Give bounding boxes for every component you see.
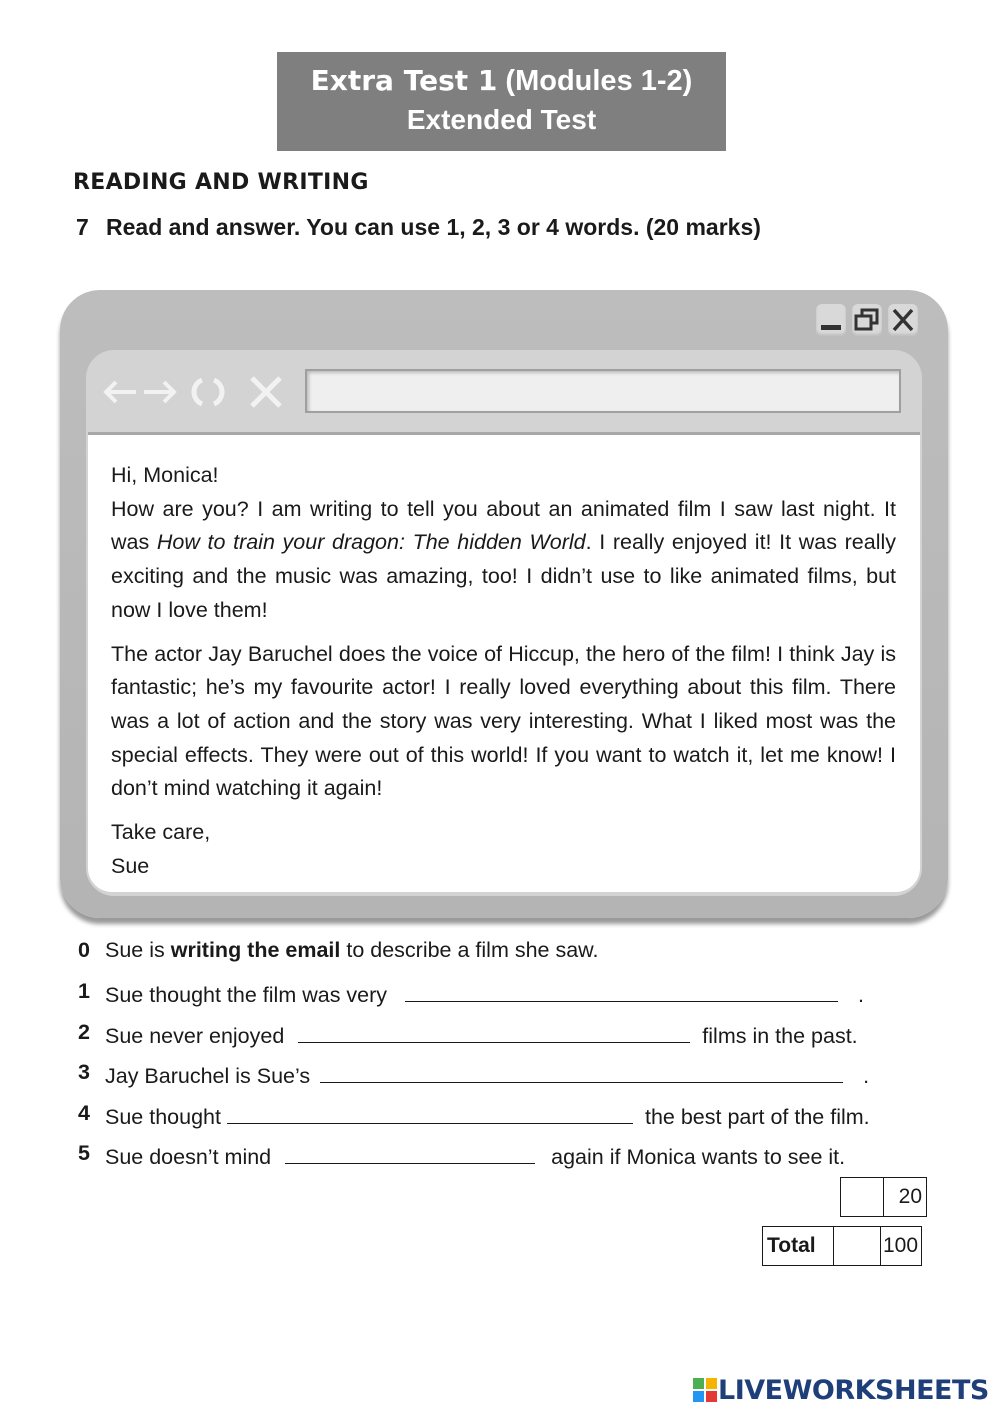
test-title-main: Extra Test 1 bbox=[310, 64, 498, 97]
test-subtitle: Extended Test bbox=[406, 104, 597, 135]
question-text: Sue doesn’t mind bbox=[105, 1145, 272, 1169]
total-score-input[interactable] bbox=[834, 1227, 881, 1266]
question-text: Sue thought the film was very bbox=[105, 983, 388, 1007]
question-text: Sue never enjoyed bbox=[105, 1024, 285, 1048]
email-paragraph-1 bbox=[111, 493, 896, 628]
email-text bbox=[111, 459, 896, 883]
total-label: Total bbox=[763, 1227, 834, 1266]
example-answer: writing the email bbox=[170, 938, 341, 962]
email-signature: Sue bbox=[111, 853, 150, 878]
exercise-max-score: 20 bbox=[884, 1178, 927, 1217]
question-1 bbox=[78, 979, 893, 1009]
minimize-icon bbox=[816, 304, 846, 336]
question-number: 3 bbox=[78, 1060, 90, 1084]
total-max-score: 100 bbox=[881, 1227, 922, 1266]
question-number: 2 bbox=[78, 1020, 90, 1044]
test-title-modules: (Modules 1-2) bbox=[505, 65, 693, 97]
liveworksheets-logo-text: LIVEWORKSHEETS bbox=[718, 1374, 989, 1406]
question-text-end: . bbox=[858, 983, 865, 1007]
exercise-instruction-text: Read and answer. You can use 1, 2, 3 or 4 words. (20 marks) bbox=[106, 214, 761, 240]
answer-blank-2[interactable] bbox=[298, 1020, 690, 1043]
email-paragraph-2: The actor Jay Baruchel does the voice of Hiccup, the hero of the film! I think Jay is fantastic; he’s my favourite actor! I really loved everything about this film. There was a lot of action and the story was very interesting. What I liked most was the special effects. They were out of this world! If you want to watch it, let me know! I don’t mind watching it again! bbox=[111, 641, 896, 801]
question-text-end: films in the past. bbox=[702, 1024, 858, 1048]
question-2 bbox=[78, 1020, 893, 1050]
question-text: Jay Baruchel is Sue’s bbox=[105, 1064, 311, 1088]
test-title bbox=[277, 64, 726, 98]
question-3 bbox=[78, 1060, 893, 1090]
email-greeting: Hi, Monica! bbox=[111, 463, 219, 487]
close-icon bbox=[888, 304, 918, 336]
question-text-end: again if Monica wants to see it. bbox=[551, 1145, 846, 1169]
email-paragraph-1-start: How are you? I am writing to tell you about an animated film I saw last night. It was bbox=[111, 496, 896, 555]
email-paragraph-1-end: . I really enjoyed it! It was really exciting and the music was amazing, too! I didn’t use to like animated films, but now I love them! bbox=[111, 530, 896, 622]
exercise-score-table bbox=[840, 1177, 927, 1217]
liveworksheets-logo bbox=[692, 1374, 989, 1406]
restore-icon bbox=[852, 304, 882, 336]
question-number: 4 bbox=[78, 1101, 90, 1125]
back-arrow-icon bbox=[100, 372, 140, 421]
question-text-end: the best part of the film. bbox=[644, 1105, 870, 1129]
stop-icon bbox=[246, 372, 286, 421]
question-4 bbox=[78, 1101, 893, 1131]
question-text-end: to describe a film she saw. bbox=[340, 938, 599, 962]
exercise-number: 7 bbox=[76, 214, 89, 240]
answer-blank-3[interactable] bbox=[320, 1060, 843, 1083]
question-number: 5 bbox=[78, 1141, 90, 1165]
address-bar bbox=[305, 369, 901, 413]
question-text: Sue thought bbox=[105, 1105, 221, 1129]
total-score-table bbox=[762, 1226, 922, 1266]
answer-blank-4[interactable] bbox=[227, 1101, 633, 1124]
refresh-icon bbox=[188, 372, 228, 421]
question-text: Sue is bbox=[105, 938, 171, 962]
question-5 bbox=[78, 1141, 893, 1171]
email-signoff: Take care, bbox=[111, 820, 211, 845]
exercise-instruction bbox=[76, 214, 761, 241]
question-number: 0 bbox=[78, 938, 90, 962]
question-text-end: . bbox=[863, 1064, 870, 1088]
question-number: 1 bbox=[78, 979, 90, 1003]
exercise-score-input[interactable] bbox=[841, 1178, 884, 1217]
forward-arrow-icon bbox=[140, 372, 180, 421]
test-title-box bbox=[277, 52, 726, 151]
question-0 bbox=[78, 938, 893, 968]
answer-blank-1[interactable] bbox=[405, 979, 838, 1002]
film-title: How to train your dragon: The hidden World bbox=[156, 530, 586, 555]
answer-blank-5[interactable] bbox=[285, 1141, 535, 1164]
section-heading: READING AND WRITING bbox=[73, 170, 369, 195]
liveworksheets-logo-icon bbox=[692, 1377, 718, 1403]
